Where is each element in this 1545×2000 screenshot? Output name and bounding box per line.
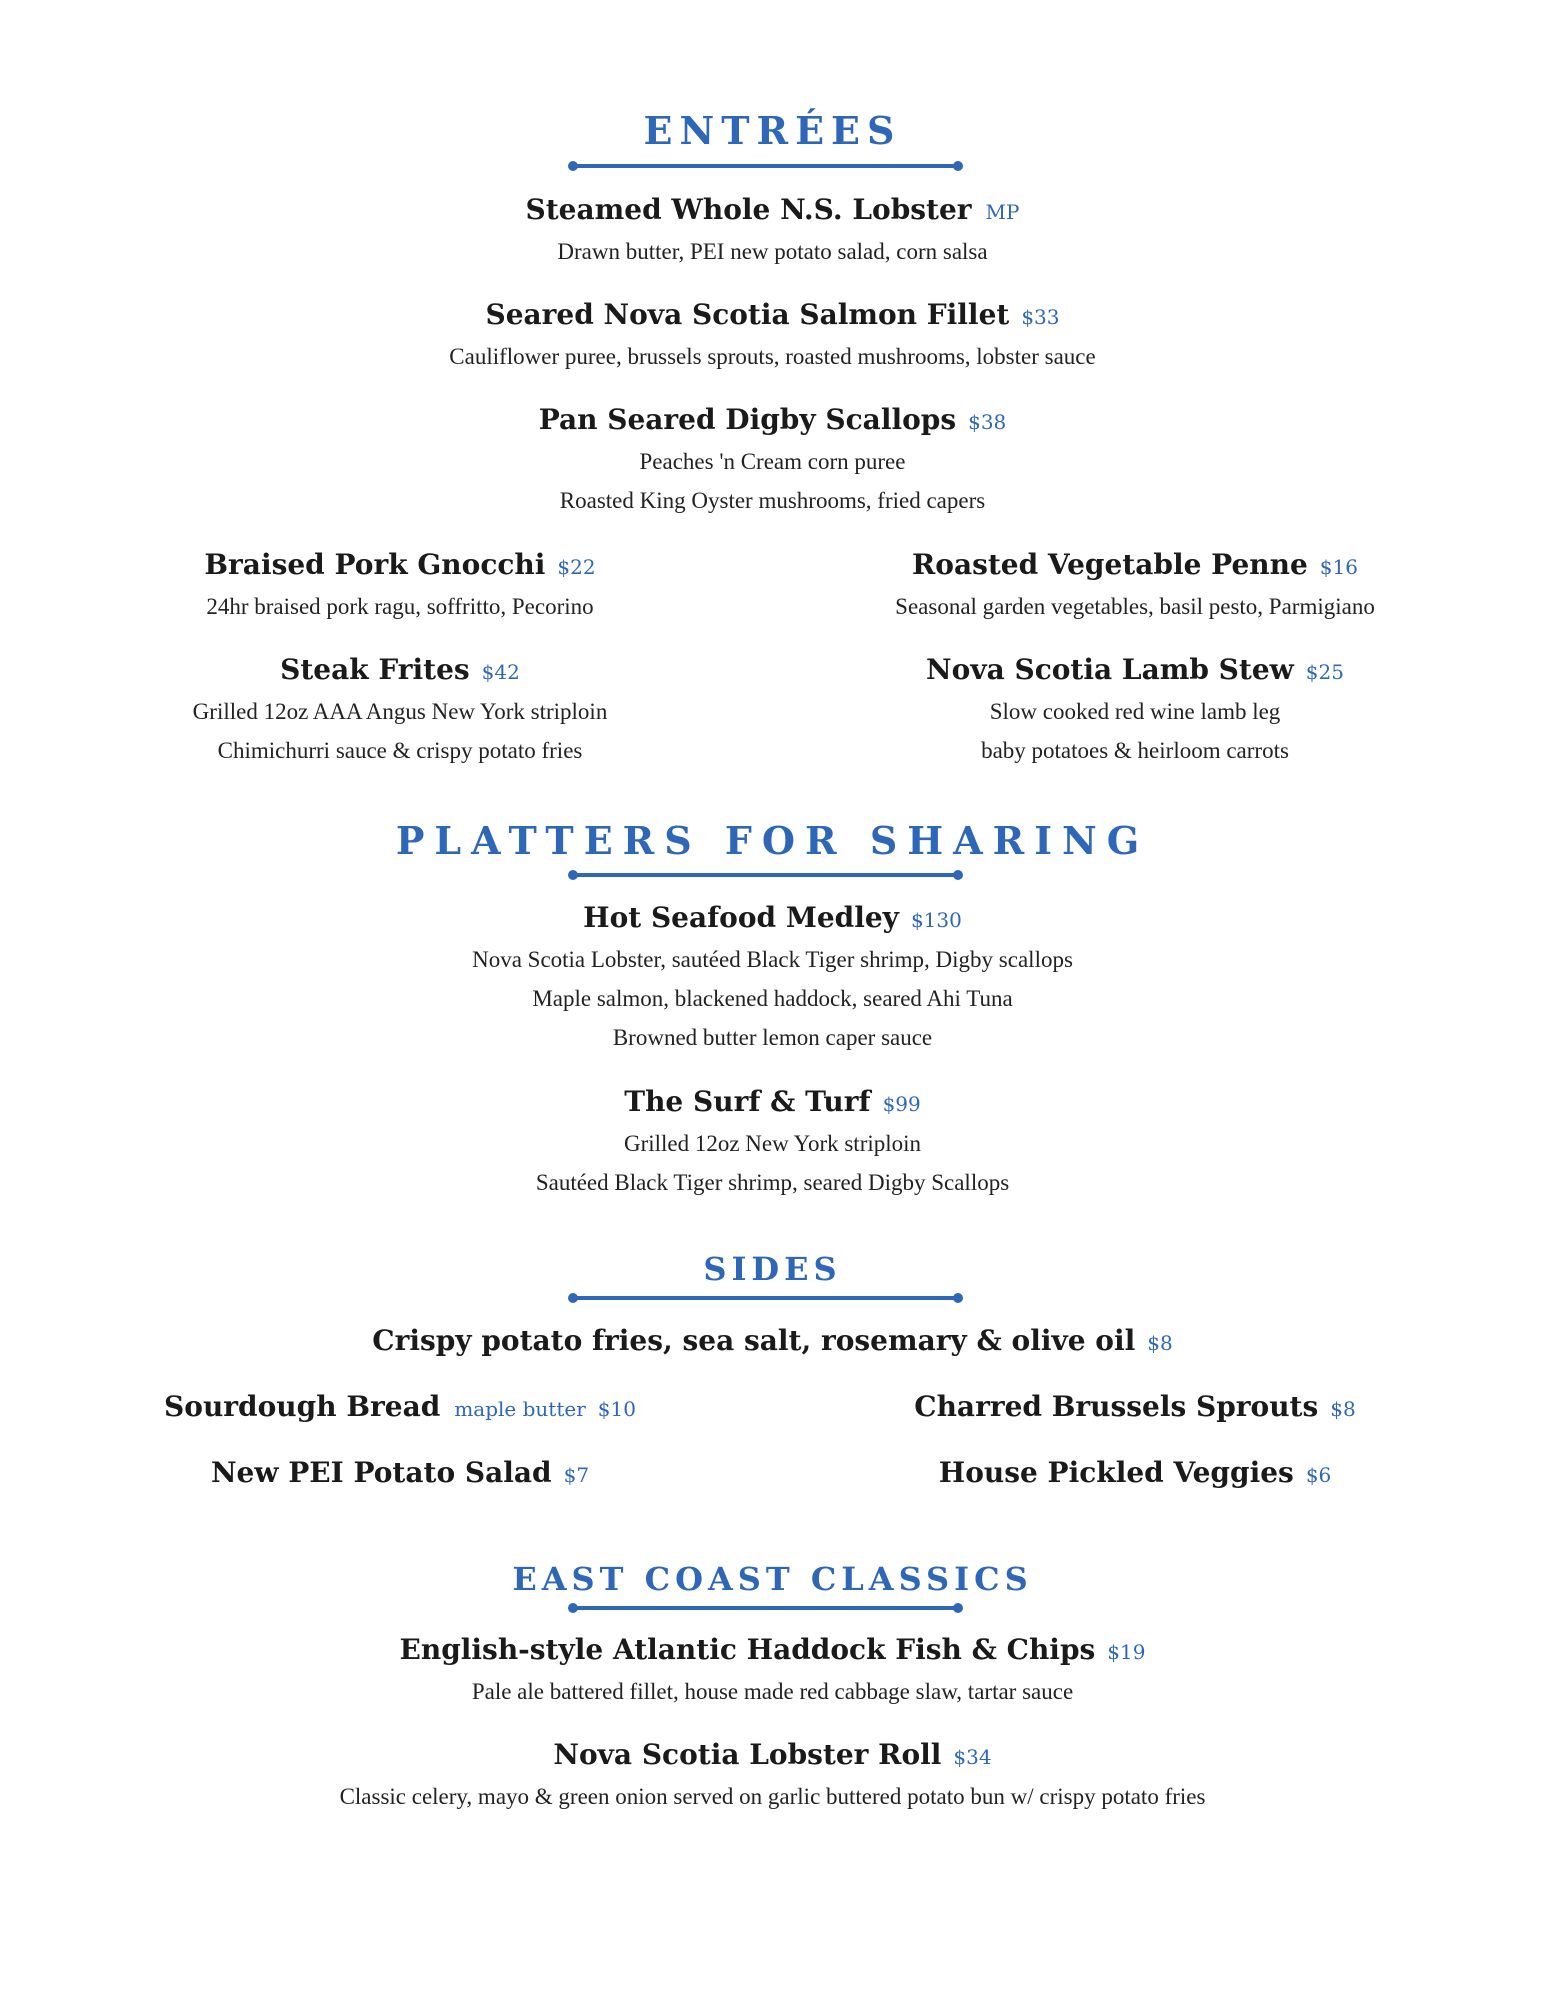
item-description: Cauliflower puree, brussels sprouts, roasted mushrooms, lobster sauce (449, 344, 1096, 369)
item-name: Braised Pork Gnocchi (204, 548, 546, 581)
item-description: Maple salmon, blackened haddock, seared Ahi Tuna (532, 986, 1013, 1011)
item-price: $19 (1107, 1640, 1146, 1664)
menu-item (0, 1737, 1545, 1816)
item-description: Grilled 12oz New York striploin (623, 1131, 922, 1156)
item-description: Browned butter lemon caper sauce (612, 1025, 933, 1050)
item-description: Roasted King Oyster mushrooms, fried capers (559, 488, 986, 513)
menu-item (0, 192, 1545, 271)
item-price: MP (985, 200, 1020, 224)
item-description: Pale ale battered fillet, house made red cabbage slaw, tartar sauce (471, 1679, 1074, 1704)
item-description: 24hr braised pork ragu, soffritto, Pecorino (206, 594, 594, 619)
section-title-entrees: ENTRÉES (643, 108, 902, 153)
item-description: Chimichurri sauce & crispy potato fries (217, 738, 583, 763)
divider-classics (573, 1606, 958, 1610)
item-price: $7 (563, 1463, 590, 1487)
menu-item (170, 652, 630, 770)
section-title-sides: SIDES (703, 1250, 842, 1288)
divider-entrees (573, 164, 958, 168)
item-name: Charred Brussels Sprouts (914, 1390, 1319, 1423)
item-name: Pan Seared Digby Scallops (538, 403, 957, 436)
item-name: Steamed Whole N.S. Lobster (525, 193, 972, 226)
item-name: Crispy potato fries, sea salt, rosemary & olive oil (372, 1324, 1136, 1357)
item-description: Grilled 12oz AAA Angus New York striploin (192, 699, 608, 724)
menu-item (0, 1632, 1545, 1711)
menu-item (0, 900, 1545, 1057)
item-name: Hot Seafood Medley (583, 901, 899, 934)
section-title-platters: PLATTERS FOR SHARING (395, 818, 1150, 863)
menu-item (875, 547, 1395, 626)
item-price: $42 (481, 660, 520, 684)
item-price: $38 (968, 410, 1007, 434)
menu-item (150, 1455, 650, 1495)
item-price: $8 (1147, 1331, 1173, 1355)
item-description: baby potatoes & heirloom carrots (981, 738, 1289, 763)
item-name: The Surf & Turf (624, 1085, 871, 1118)
item-name: English-style Atlantic Haddock Fish & Chips (399, 1633, 1096, 1666)
item-name: Steak Frites (280, 653, 470, 686)
item-name: Sourdough Bread (164, 1390, 441, 1423)
item-name: Nova Scotia Lamb Stew (926, 653, 1294, 686)
item-name: Nova Scotia Lobster Roll (553, 1738, 942, 1771)
item-price: $130 (910, 908, 962, 932)
item-description: Peaches 'n Cream corn puree (639, 449, 906, 474)
menu-item (0, 297, 1545, 376)
item-note: maple butter (454, 1397, 586, 1421)
menu-item (0, 402, 1545, 520)
item-description: Seasonal garden vegetables, basil pesto, Parmigiano (895, 594, 1375, 619)
item-price: $22 (557, 555, 596, 579)
item-description: Slow cooked red wine lamb leg (989, 699, 1281, 724)
item-description: Drawn butter, PEI new potato salad, corn salsa (557, 239, 988, 264)
item-price: $99 (882, 1092, 921, 1116)
menu-item (875, 652, 1395, 770)
divider-platters (573, 873, 958, 877)
item-price: $16 (1319, 555, 1358, 579)
item-description: Classic celery, mayo & green onion served on garlic buttered potato bun w/ crispy potato fries (339, 1784, 1206, 1809)
menu-item (0, 1084, 1545, 1202)
item-price: $6 (1305, 1463, 1332, 1487)
divider-sides (573, 1296, 958, 1300)
item-price: $34 (953, 1745, 992, 1769)
menu-item (875, 1455, 1395, 1495)
item-description: Sautéed Black Tiger shrimp, seared Digby Scallops (535, 1170, 1010, 1195)
menu-item (875, 1389, 1395, 1429)
item-price: $25 (1305, 660, 1344, 684)
menu-item (0, 1323, 1545, 1363)
menu-item (170, 547, 630, 626)
item-price: $8 (1330, 1397, 1356, 1421)
menu-item (150, 1389, 650, 1429)
item-price: $10 (597, 1397, 636, 1421)
item-name: Seared Nova Scotia Salmon Fillet (485, 298, 1010, 331)
item-name: New PEI Potato Salad (210, 1456, 552, 1489)
section-title-classics: EAST COAST CLASSICS (512, 1560, 1033, 1598)
item-name: House Pickled Veggies (938, 1456, 1294, 1489)
item-price: $33 (1021, 305, 1060, 329)
item-description: Nova Scotia Lobster, sautéed Black Tiger shrimp, Digby scallops (472, 947, 1073, 972)
item-name: Roasted Vegetable Penne (912, 548, 1308, 581)
